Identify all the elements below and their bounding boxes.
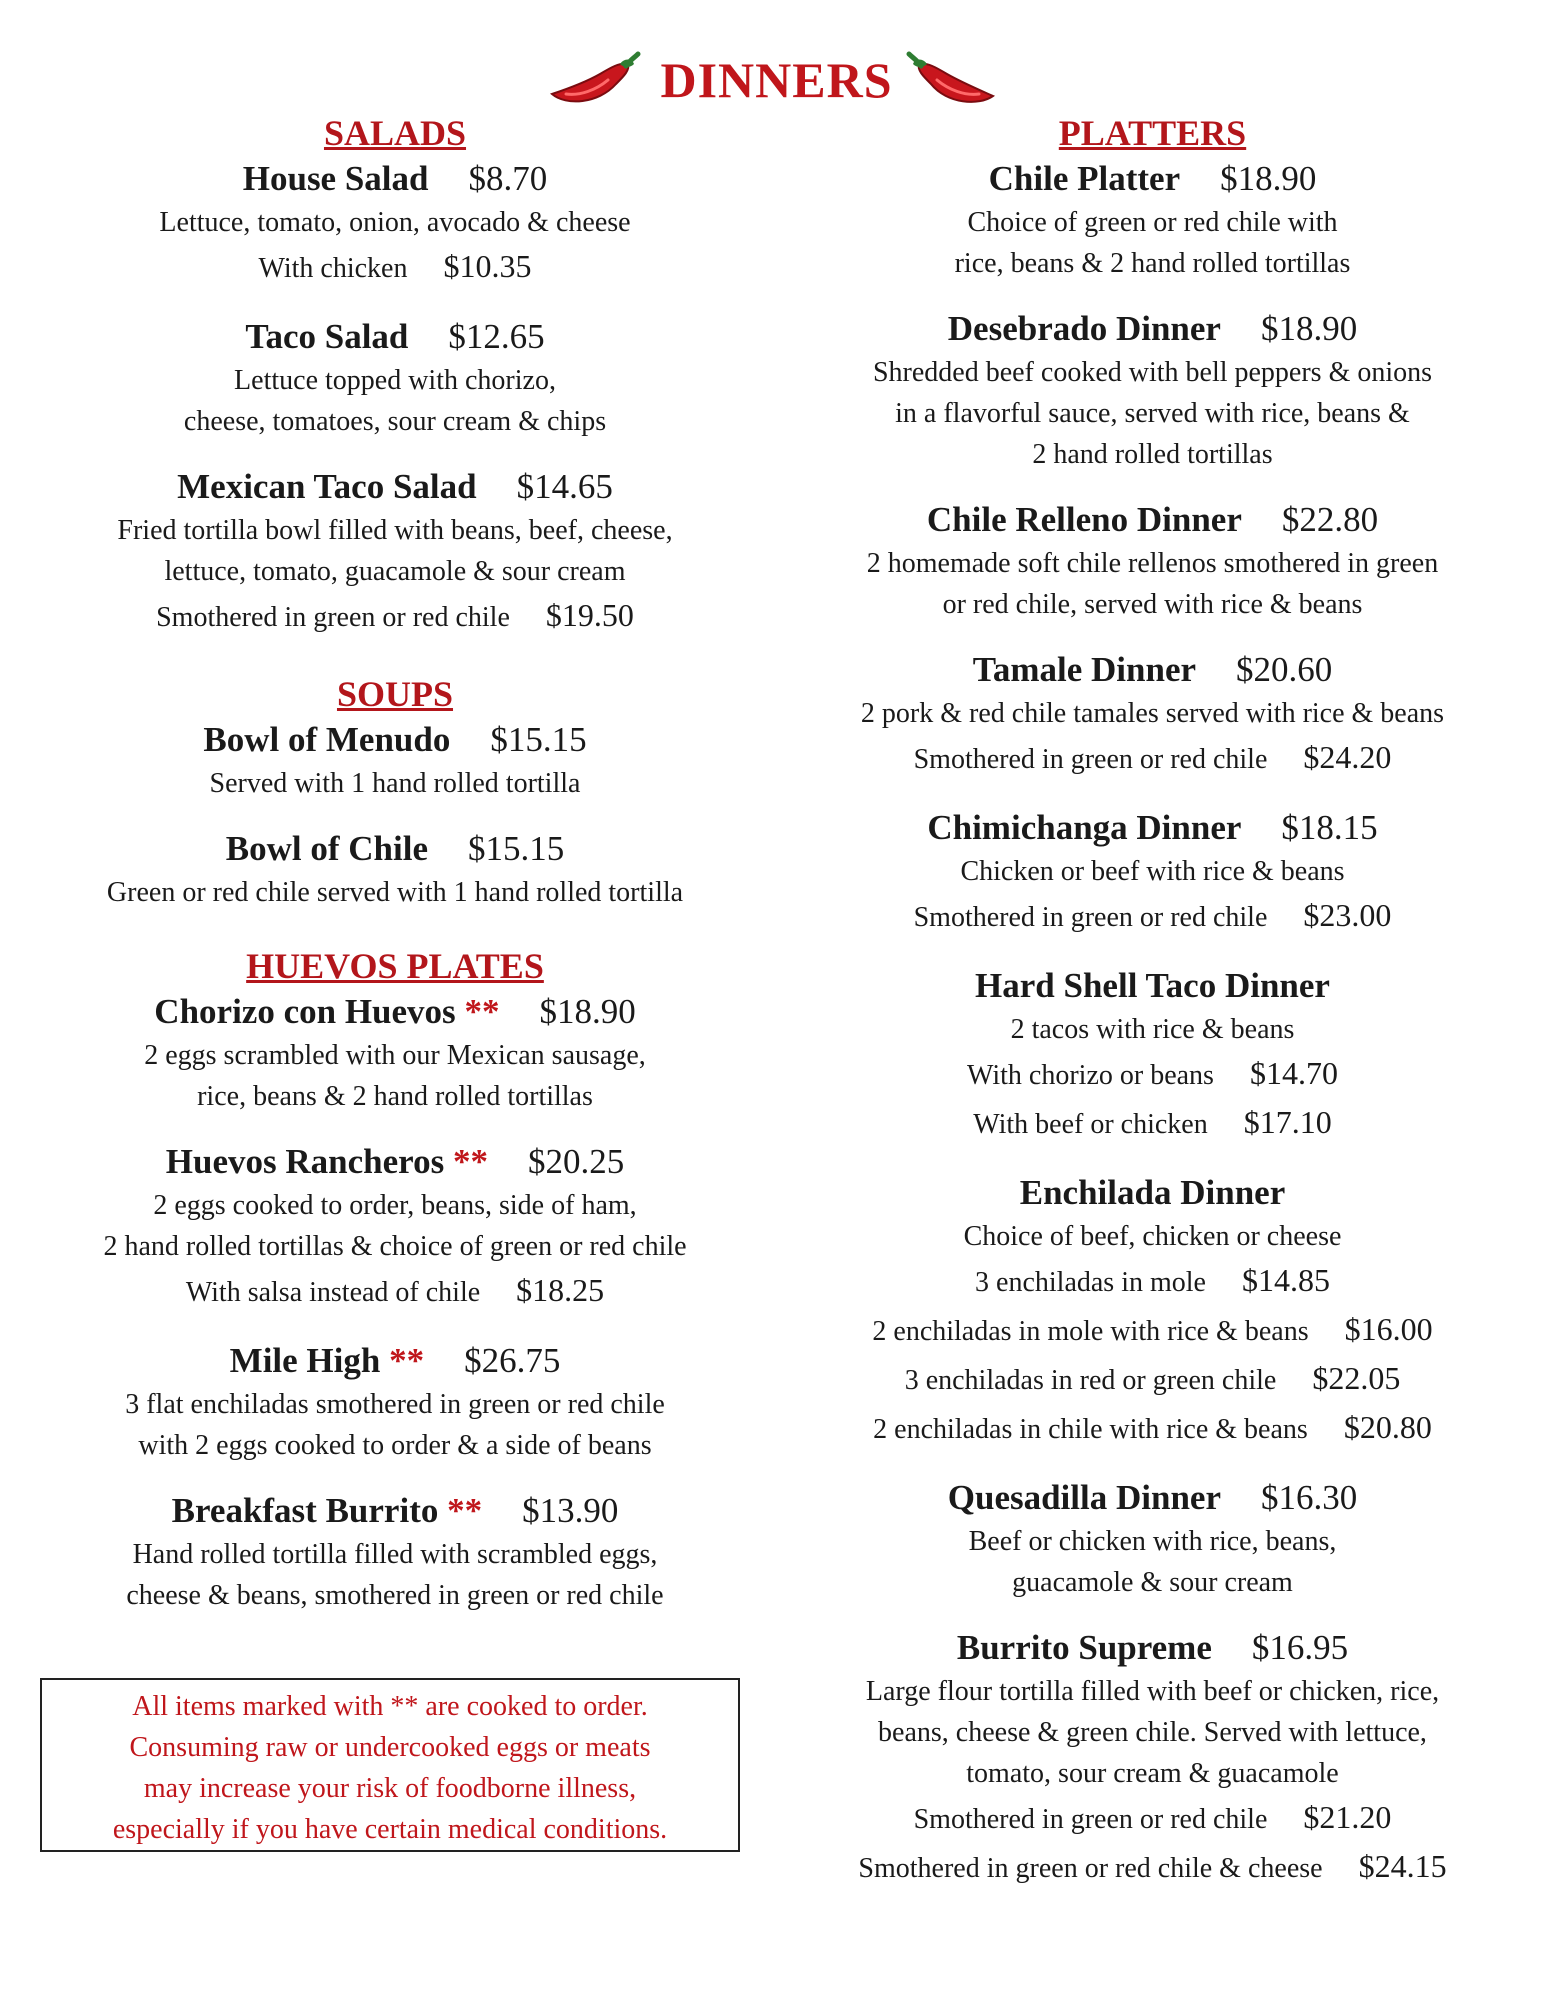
item-description: Beef or chicken with rice, beans, — [968, 1526, 1337, 1557]
chile-pepper-icon — [546, 50, 642, 110]
menu-item — [790, 647, 1515, 783]
item-description: 2 tacos with rice & beans — [1010, 1014, 1295, 1045]
notice-line: may increase your risk of foodborne illness, — [143, 1773, 637, 1804]
option-label: 2 enchiladas in chile with rice & beans — [873, 1414, 1308, 1445]
notice-line: especially if you have certain medical conditions. — [112, 1814, 668, 1845]
item-name: Mexican Taco Salad — [177, 467, 477, 506]
item-price: $18.15 — [1281, 808, 1378, 847]
option-price: $16.00 — [1344, 1311, 1433, 1347]
item-price: $22.80 — [1281, 500, 1379, 539]
item-name: Desebrado Dinner — [947, 309, 1221, 348]
section-heading-salads: SALADS — [323, 113, 467, 153]
option-label: 2 enchiladas in mole with rice & beans — [872, 1316, 1309, 1347]
item-description: Large flour tortilla filled with beef or chicken, rice, — [865, 1676, 1440, 1707]
item-price: $20.60 — [1236, 650, 1333, 689]
item-name: House Salad — [242, 159, 429, 198]
option-label: Smothered in green or red chile — [156, 602, 510, 633]
cooked-to-order-marker: ** — [389, 1341, 425, 1380]
item-name: Chile Platter — [988, 159, 1181, 198]
item-description: Green or red chile served with 1 hand rolled tortilla — [106, 877, 684, 908]
option-label: Smothered in green or red chile — [913, 744, 1268, 775]
item-price: $15.15 — [467, 829, 565, 868]
option-price: $20.80 — [1343, 1409, 1432, 1445]
item-description: 3 flat enchiladas smothered in green or red chile — [125, 1389, 665, 1420]
menu-item — [40, 156, 750, 292]
menu-item — [790, 156, 1515, 284]
item-description: lettuce, tomato, guacamole & sour cream — [164, 556, 626, 587]
menu-item — [790, 1170, 1515, 1453]
item-description: rice, beans & 2 hand rolled tortillas — [197, 1081, 593, 1112]
item-description: 2 eggs scrambled with our Mexican sausage, — [144, 1040, 646, 1071]
item-name: Chorizo con Huevos — [154, 992, 456, 1031]
item-price: $18.90 — [539, 992, 636, 1031]
option-price: $23.00 — [1303, 897, 1392, 933]
option-label: With chorizo or beans — [967, 1060, 1214, 1091]
option-label: With chicken — [258, 253, 408, 284]
item-price: $12.65 — [448, 317, 545, 356]
option-price: $14.70 — [1249, 1055, 1338, 1091]
item-name: Tamale Dinner — [972, 650, 1197, 689]
option-label: With beef or chicken — [973, 1109, 1208, 1140]
item-name: Bowl of Menudo — [203, 720, 451, 759]
option-label: Smothered in green or red chile — [913, 1804, 1268, 1835]
option-price: $14.85 — [1241, 1262, 1330, 1298]
item-price: $16.30 — [1260, 1478, 1358, 1517]
option-price: $19.50 — [545, 597, 634, 633]
notice-line: All items marked with ** are cooked to order. — [132, 1691, 648, 1722]
item-price: $15.15 — [490, 720, 587, 759]
item-description: beans, cheese & green chile. Served with lettuce, — [878, 1717, 1427, 1748]
cooked-to-order-marker: ** — [452, 1142, 488, 1181]
item-description: Shredded beef cooked with bell peppers & onions — [872, 357, 1433, 388]
item-description: guacamole & sour cream — [1012, 1567, 1293, 1598]
option-price: $24.15 — [1358, 1848, 1447, 1884]
option-price: $24.20 — [1303, 739, 1392, 775]
item-name: Chile Relleno Dinner — [926, 500, 1242, 539]
item-name: Taco Salad — [245, 317, 409, 356]
item-name: Chimichanga Dinner — [927, 808, 1242, 847]
item-description: Lettuce, tomato, onion, avocado & cheese — [159, 207, 631, 238]
cooked-to-order-marker: ** — [464, 992, 500, 1031]
menu-header — [0, 50, 1545, 110]
item-price: $8.70 — [468, 159, 548, 198]
item-description: Choice of green or red chile with — [967, 207, 1338, 238]
option-label: Smothered in green or red chile & cheese — [858, 1853, 1323, 1884]
notice-line: Consuming raw or undercooked eggs or meats — [129, 1732, 651, 1763]
item-name: Huevos Rancheros — [165, 1142, 445, 1181]
item-name: Mile High — [229, 1341, 381, 1380]
item-description: Served with 1 hand rolled tortilla — [209, 768, 581, 799]
item-description: Lettuce topped with chorizo, — [234, 365, 556, 396]
section-heading-soups: SOUPS — [336, 674, 454, 714]
item-description: 2 eggs cooked to order, beans, side of ham, — [153, 1190, 637, 1221]
chile-pepper-icon — [903, 50, 999, 110]
menu-item — [40, 1139, 750, 1316]
option-label: 3 enchiladas in mole — [975, 1267, 1206, 1298]
item-price: $18.90 — [1220, 159, 1317, 198]
item-name: Bowl of Chile — [225, 829, 428, 868]
item-name: Breakfast Burrito — [171, 1491, 439, 1530]
option-price: $21.20 — [1303, 1799, 1392, 1835]
option-label: 3 enchiladas in red or green chile — [904, 1365, 1277, 1396]
item-description: cheese, tomatoes, sour cream & chips — [183, 406, 607, 437]
menu-item — [790, 963, 1515, 1148]
item-description: Fried tortilla bowl filled with beans, beef, cheese, — [117, 515, 673, 546]
section-heading-huevos-plates: HUEVOS PLATES — [246, 946, 544, 986]
cooked-to-order-marker: ** — [447, 1491, 483, 1530]
item-description: Choice of beef, chicken or cheese — [963, 1221, 1342, 1252]
item-name: Quesadilla Dinner — [947, 1478, 1221, 1517]
item-description: 2 hand rolled tortillas & choice of green or red chile — [103, 1231, 687, 1262]
option-price: $22.05 — [1312, 1360, 1401, 1396]
menu-item — [790, 1625, 1515, 1892]
item-description: 2 pork & red chile tamales served with rice & beans — [860, 698, 1445, 729]
option-price: $10.35 — [443, 248, 532, 284]
menu-item — [790, 497, 1515, 625]
section-heading-platters: PLATTERS — [1058, 113, 1247, 153]
item-description: tomato, sour cream & guacamole — [966, 1758, 1339, 1789]
item-name: Enchilada Dinner — [1019, 1173, 1286, 1212]
left-column — [40, 110, 750, 1616]
item-description: in a flavorful sauce, served with rice, beans & — [895, 398, 1410, 429]
menu-item — [40, 1338, 750, 1466]
item-description: 2 hand rolled tortillas — [1032, 439, 1273, 470]
item-price: $26.75 — [464, 1341, 561, 1380]
item-price: $16.95 — [1251, 1628, 1349, 1667]
menu-item — [790, 306, 1515, 475]
menu-item — [790, 1475, 1515, 1603]
menu-item — [40, 989, 750, 1117]
item-price: $18.90 — [1260, 309, 1358, 348]
menu-item — [40, 826, 750, 913]
option-price: $18.25 — [516, 1272, 605, 1308]
item-description: rice, beans & 2 hand rolled tortillas — [954, 248, 1351, 279]
menu-item — [40, 314, 750, 442]
right-column — [790, 110, 1515, 1892]
item-description: 2 homemade soft chile rellenos smothered in green — [866, 548, 1439, 579]
menu-item — [790, 805, 1515, 941]
option-label: With salsa instead of chile — [185, 1277, 481, 1308]
menu-item — [40, 464, 750, 641]
food-safety-notice — [40, 1678, 740, 1852]
option-label: Smothered in green or red chile — [913, 902, 1268, 933]
menu-title: DINNERS — [660, 52, 893, 108]
item-price: $20.25 — [527, 1142, 625, 1181]
item-price: $13.90 — [522, 1491, 619, 1530]
option-price: $17.10 — [1243, 1104, 1332, 1140]
item-name: Burrito Supreme — [956, 1628, 1212, 1667]
menu-item — [40, 717, 750, 804]
item-description: Hand rolled tortilla filled with scrambled eggs, — [132, 1539, 658, 1570]
item-price: $14.65 — [516, 467, 613, 506]
item-description: Chicken or beef with rice & beans — [960, 856, 1345, 887]
menu-item — [40, 1488, 750, 1616]
item-description: cheese & beans, smothered in green or red chile — [126, 1580, 664, 1611]
item-name: Hard Shell Taco Dinner — [975, 966, 1330, 1005]
item-description: or red chile, served with rice & beans — [942, 589, 1363, 620]
item-description: with 2 eggs cooked to order & a side of beans — [138, 1430, 652, 1461]
